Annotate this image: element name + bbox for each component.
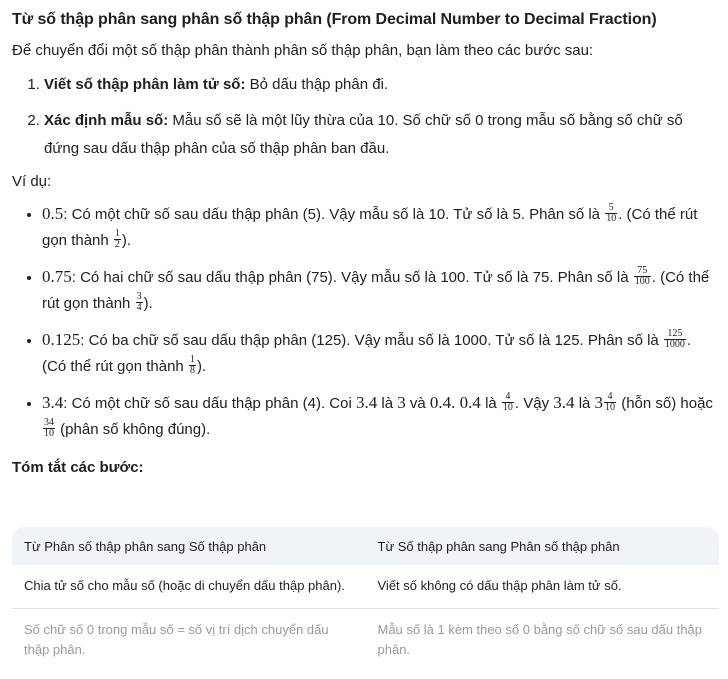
example-text: : Có một chữ số sau dấu thập phân (5). Vậy mẫu số là 10. Tử số là 5. Phân số là — [63, 206, 605, 223]
numerator: 125 — [664, 329, 686, 340]
denominator: 10 — [606, 212, 617, 224]
numerator: 1 — [189, 353, 195, 365]
math-value: 3 — [594, 393, 604, 412]
fraction — [664, 329, 686, 350]
denominator: 8 — [189, 364, 195, 376]
fraction — [114, 229, 121, 250]
example-text: là — [574, 395, 595, 412]
section-title: Từ số thập phân sang phân số thập phân (From Decimal Number to Decimal Fraction) — [12, 11, 657, 28]
example-text: ). — [121, 232, 132, 249]
denominator: 100 — [634, 275, 650, 287]
table-header: Từ Phân số thập phân sang Số thập phân — [12, 527, 366, 565]
example-text: . (Có thể rút gọn thành — [42, 206, 698, 249]
fraction — [502, 392, 514, 413]
numerator: 4 — [502, 392, 514, 403]
example-text: . (Có thể rút gọn thành — [42, 269, 710, 312]
math-value: 3 — [397, 393, 406, 412]
table-row — [12, 565, 719, 609]
summary-table — [12, 527, 719, 672]
math-value: 0.4. 0.4 — [429, 393, 481, 412]
table-header-row — [12, 527, 719, 565]
example-text: : Có hai chữ số sau dấu thập phân (75). Vậy mẫu số là 100. Tử số là 75. Phân số là — [71, 269, 633, 286]
example-text: là — [377, 395, 398, 412]
example-text: : Có một chữ số sau dấu thập phân (4). Coi — [63, 395, 356, 412]
example-text: và — [405, 395, 430, 412]
numerator: 1 — [114, 227, 120, 239]
table-row — [12, 609, 719, 673]
fraction — [136, 292, 143, 313]
numerator: 4 — [604, 392, 616, 403]
step-text: Mẫu số sẽ là một lũy thừa của 10. Số chữ số 0 trong mẫu số bằng số chữ số đứng sau dấu thập phân của số thập phân ban đầu. — [44, 112, 683, 157]
example-text: . Vậy — [514, 395, 554, 412]
summary-table-container — [12, 527, 719, 679]
table-header: Từ Số thập phân sang Phân số thập phân — [366, 527, 720, 565]
decimal-number: 0.125 — [42, 330, 81, 349]
step-label: Xác định mẫu số: — [44, 112, 169, 129]
examples-list — [12, 201, 716, 443]
table-cell: Số chữ số 0 trong mẫu số = số vị trí dịch chuyển dấu thập phân. — [24, 622, 329, 657]
summary-title: Tóm tắt các bước: — [12, 459, 144, 476]
decimal-number: 3.4 — [42, 393, 64, 412]
fraction — [43, 418, 55, 439]
numerator: 5 — [605, 203, 617, 214]
examples-title: Ví dụ: — [12, 173, 52, 190]
table-cell: Chia tử số cho mẫu số (hoặc di chuyển dấu thập phân). — [12, 565, 366, 609]
fraction — [605, 203, 617, 224]
example-text: : Có ba chữ số sau dấu thập phân (125). Vậy mẫu số là 1000. Tử số là 125. Phân số là — [80, 332, 663, 349]
steps-list — [12, 71, 716, 163]
table-cell: Viết số không có dấu thập phân làm tử số. — [366, 565, 720, 609]
math-value: 3.4 — [553, 393, 575, 412]
denominator: 2 — [114, 238, 120, 250]
decimal-number: 0.5 — [42, 204, 64, 223]
step-label: Viết số thập phân làm tử số: — [44, 76, 246, 93]
fraction — [604, 392, 616, 413]
step-text: Bỏ dấu thập phân đi. — [245, 76, 389, 93]
numerator: 34 — [44, 416, 54, 428]
numerator: 3 — [136, 290, 142, 302]
example-item — [42, 264, 716, 317]
step-item — [44, 71, 716, 99]
example-text: ). — [196, 358, 207, 375]
example-text: ). — [143, 295, 153, 312]
example-text: . (Có thể rút gọn thành — [42, 332, 692, 375]
example-item — [42, 390, 716, 443]
example-text: (phân số không đúng). — [56, 421, 211, 438]
example-text: là — [480, 395, 501, 412]
example-item — [42, 201, 716, 254]
example-item — [42, 327, 716, 380]
table-cell: Mẫu số là 1 kèm theo số 0 bằng số chữ số sau dấu thập phân. — [377, 622, 703, 657]
denominator: 10 — [502, 401, 513, 413]
step-item — [44, 107, 716, 163]
denominator: 10 — [44, 427, 54, 439]
fraction — [634, 266, 651, 287]
example-text: (hỗn số) hoặc — [617, 395, 713, 412]
math-value: 3.4 — [355, 393, 378, 412]
denominator: 10 — [605, 401, 616, 413]
fraction — [189, 355, 196, 376]
numerator: 75 — [634, 266, 651, 277]
denominator: 1000 — [664, 338, 685, 350]
decimal-number: 0.75 — [42, 267, 72, 286]
denominator: 4 — [136, 301, 142, 313]
intro-text: Để chuyển đổi một số thập phân thành phân số thập phân, bạn làm theo các bước sau: — [12, 42, 594, 59]
